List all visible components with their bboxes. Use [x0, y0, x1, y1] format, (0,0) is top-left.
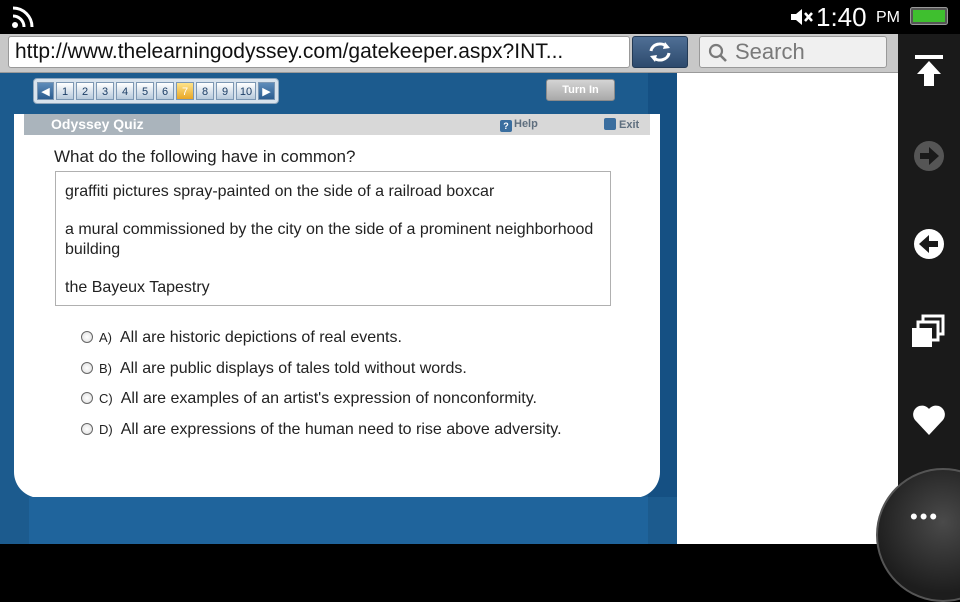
turn-in-button[interactable]: Turn In — [546, 79, 615, 101]
help-icon: ? — [500, 120, 512, 132]
radio-button-b[interactable] — [81, 362, 93, 374]
stimulus-item: a mural commissioned by the city on the side of a prominent neighborhood building — [65, 221, 594, 258]
search-icon — [708, 43, 728, 63]
browser-toolbar — [0, 34, 898, 73]
quiz-panel — [14, 114, 660, 498]
option-text: All are examples of an artist's expression of nonconformity. — [120, 390, 537, 408]
question-text: What do the following have in common? — [54, 147, 356, 166]
more-options-icon: ••• — [910, 504, 940, 529]
question-page-10[interactable]: 10 — [236, 82, 256, 100]
battery-icon — [910, 7, 948, 25]
option-letter: C) — [99, 391, 113, 407]
question-page-8[interactable]: 8 — [196, 82, 214, 100]
search-input[interactable] — [699, 36, 887, 68]
answer-option-d[interactable] — [81, 421, 562, 452]
refresh-icon — [646, 40, 674, 64]
quiz-footer-inner — [29, 497, 648, 544]
exit-label: Exit — [619, 119, 640, 131]
back-icon[interactable] — [909, 224, 949, 264]
search-placeholder: Search — [735, 39, 805, 64]
refresh-button[interactable] — [632, 36, 688, 68]
option-text: All are expressions of the human need to rise above adversity. — [120, 420, 562, 438]
quiz-footer — [0, 497, 677, 544]
stimulus-box — [55, 171, 611, 306]
stimulus-item: the Bayeux Tapestry — [65, 279, 210, 296]
option-letter: D) — [99, 421, 113, 437]
question-navigator — [33, 78, 279, 104]
bookmarks-heart-icon[interactable] — [909, 400, 949, 440]
radio-button-c[interactable] — [81, 392, 93, 404]
question-page-7[interactable]: 7 — [176, 82, 194, 100]
question-page-9[interactable]: 9 — [216, 82, 234, 100]
help-link[interactable] — [500, 118, 538, 132]
clock-ampm: PM — [876, 9, 900, 26]
scroll-to-top-icon[interactable] — [909, 50, 949, 90]
clock: 1:40 — [816, 2, 867, 32]
answer-options — [81, 329, 562, 451]
prev-question-button[interactable]: ◀ — [37, 82, 54, 100]
question-page-4[interactable]: 4 — [116, 82, 134, 100]
quiz-title: Odyssey Quiz — [24, 114, 180, 135]
question-page-3[interactable]: 3 — [96, 82, 114, 100]
quiz-header — [24, 114, 650, 135]
answer-option-c[interactable] — [81, 390, 562, 421]
option-letter: A) — [99, 330, 112, 345]
status-bar — [0, 0, 960, 34]
option-letter: B) — [99, 360, 112, 376]
forward-icon[interactable] — [909, 136, 949, 176]
question-page-5[interactable]: 5 — [136, 82, 154, 100]
answer-option-b[interactable] — [81, 360, 562, 391]
question-page-2[interactable]: 2 — [76, 82, 94, 100]
stimulus-item: graffiti pictures spray-painted on the side of a railroad boxcar — [65, 183, 495, 200]
exit-link[interactable] — [604, 118, 639, 131]
exit-icon — [604, 118, 616, 130]
option-text: All are historic depictions of real events. — [120, 329, 402, 346]
mute-icon — [790, 7, 814, 27]
next-question-button[interactable]: ▶ — [258, 82, 275, 100]
option-text: All are public displays of tales told without words. — [120, 359, 467, 377]
url-field[interactable]: http://www.thelearningodyssey.com/gatekeeper.aspx?INT... — [8, 36, 630, 68]
question-page-1[interactable]: 1 — [56, 82, 74, 100]
windows-icon[interactable] — [909, 312, 949, 352]
wifi-icon — [10, 4, 36, 30]
radio-button-a[interactable] — [81, 331, 93, 343]
radio-button-d[interactable] — [81, 423, 93, 435]
answer-option-a[interactable] — [81, 329, 562, 360]
help-label: Help — [514, 118, 538, 130]
quiz-frame — [0, 73, 677, 544]
question-page-6[interactable]: 6 — [156, 82, 174, 100]
